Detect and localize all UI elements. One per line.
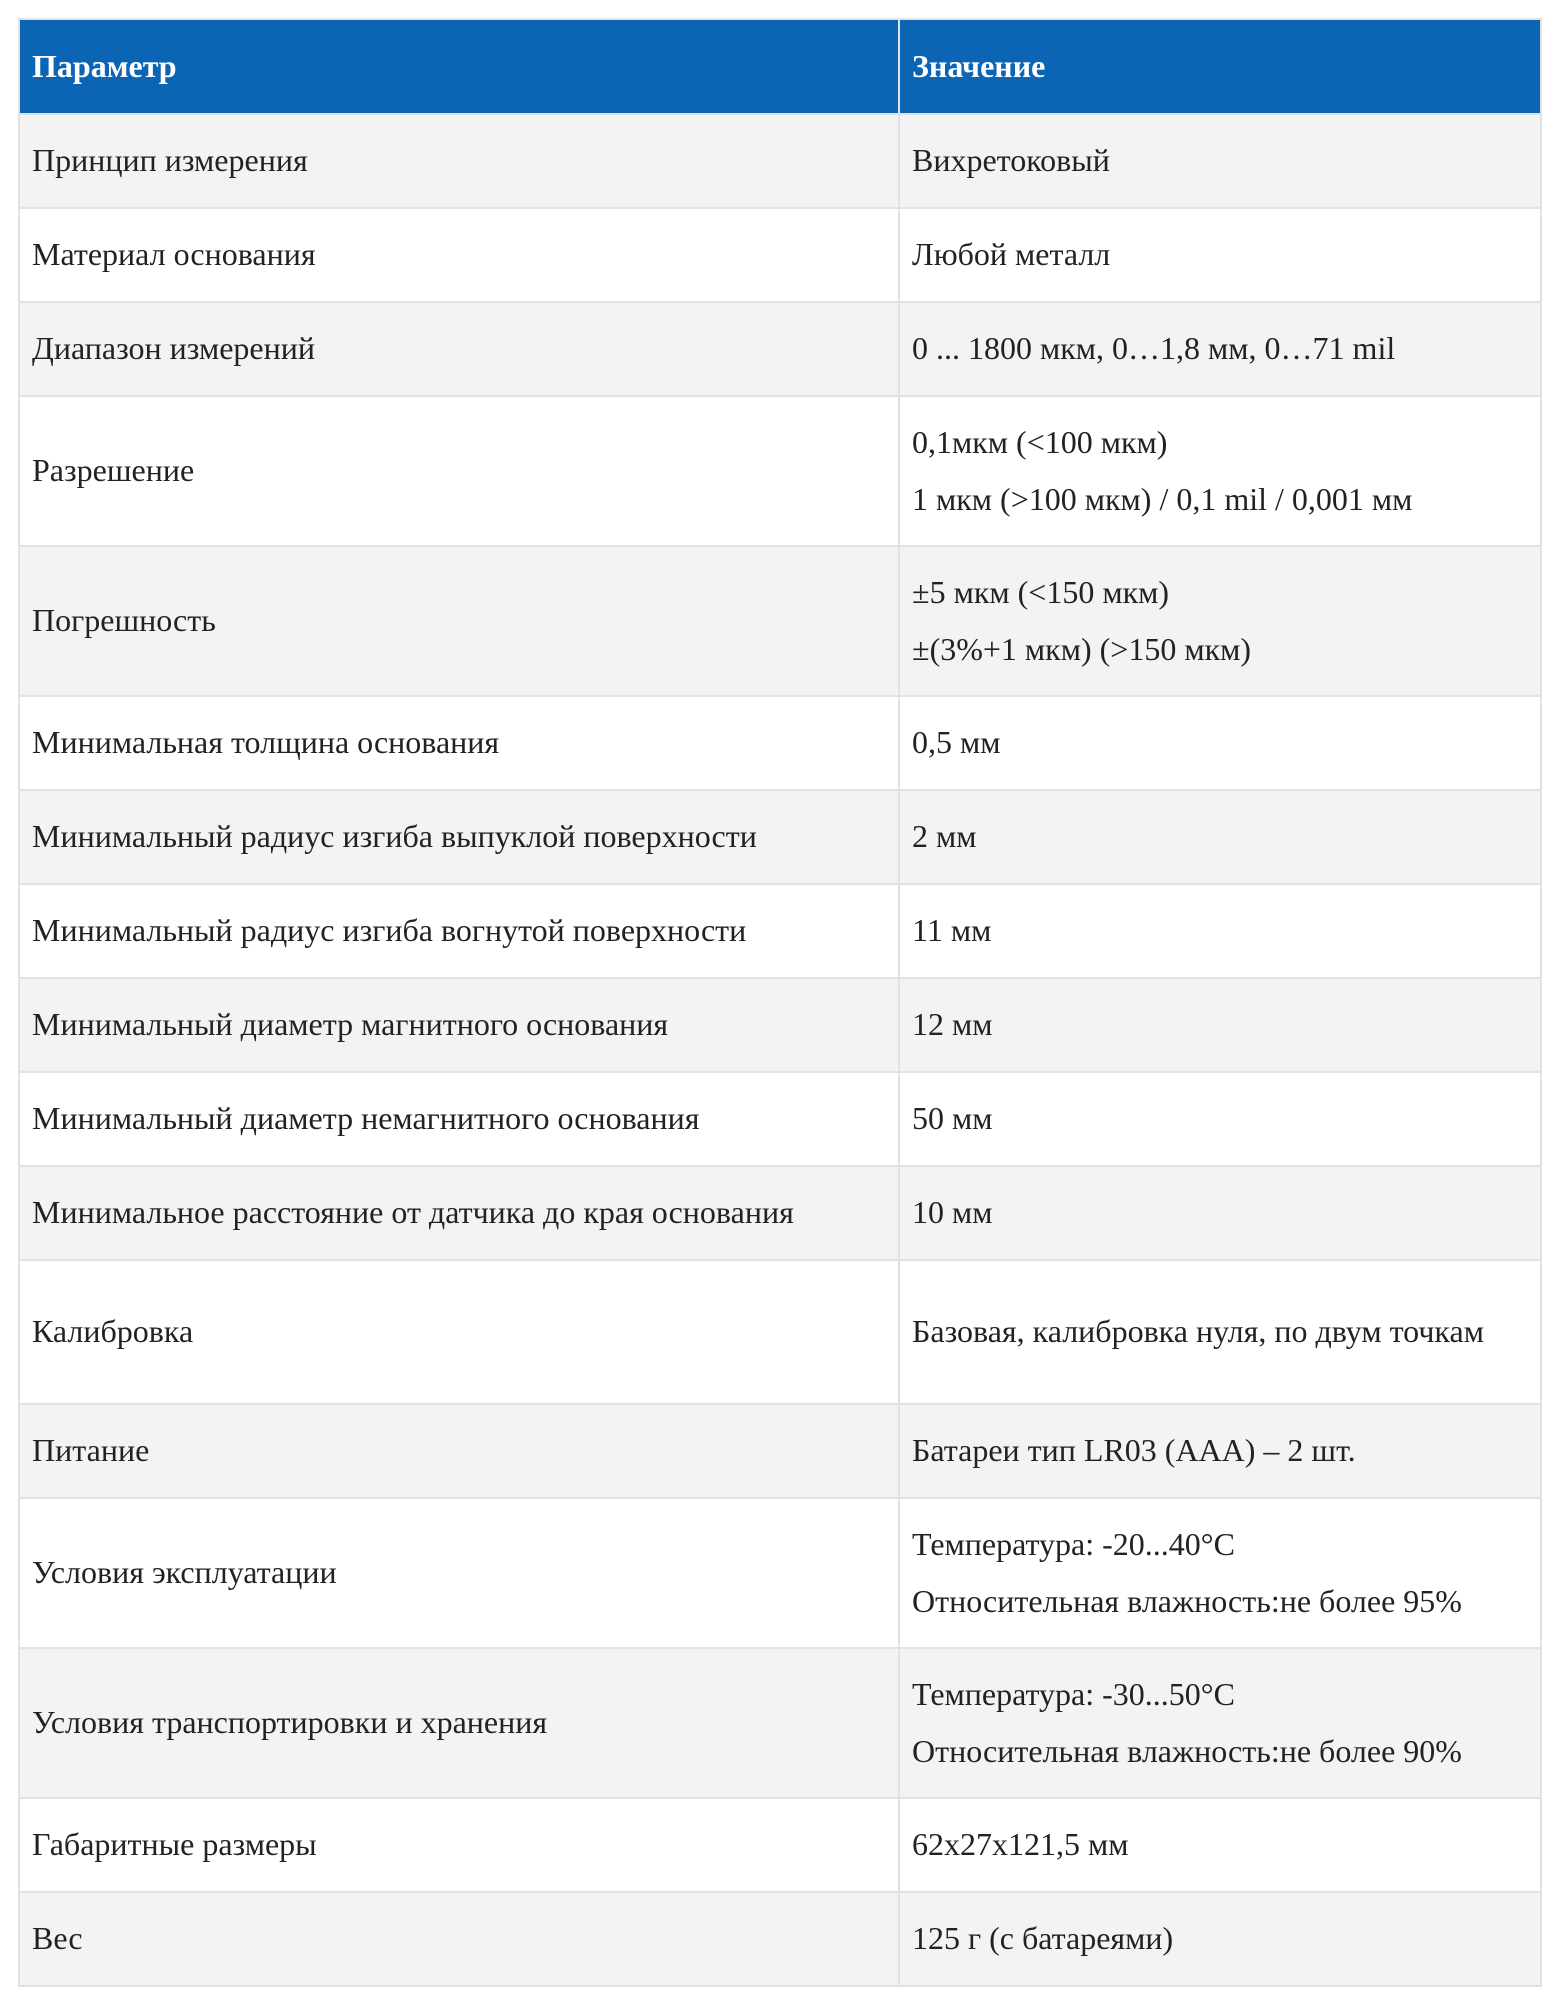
value-line: Вихретоковый [912,142,1110,179]
value-line: 12 мм [912,1006,993,1043]
table-row [19,1798,1541,1892]
param-cell: Минимальное расстояние от датчика до края основания [19,1166,899,1260]
value-line: 62х27х121,5 мм [912,1826,1129,1863]
table-row [19,396,1541,546]
param-cell: Условия эксплуатации [19,1498,899,1648]
param-cell: Разрешение [19,396,899,546]
value-line: 2 мм [912,818,977,855]
table-row [19,978,1541,1072]
param-cell: Габаритные размеры [19,1798,899,1892]
spec-table [18,18,1542,1987]
value-line: Температура: -30...50°С [912,1675,1235,1712]
value-cell [899,1498,1541,1648]
value-line: Базовая, калибровка нуля, по двум точкам [912,1313,1484,1350]
value-cell [899,1798,1541,1892]
value-line: ±5 мкм (<150 мкм) [912,573,1170,610]
table-row [19,1648,1541,1798]
table-row [19,114,1541,208]
table-row [19,546,1541,696]
value-line: ±(3%+1 мкм) (>150 мкм) [912,630,1252,667]
table-row [19,1072,1541,1166]
value-cell [899,114,1541,208]
value-line: 0,5 мм [912,724,1001,761]
table-row [19,1892,1541,1986]
value-line: Относительная влажность:не более 90% [912,1732,1462,1769]
table-row [19,1404,1541,1498]
value-line: 125 г (с батареями) [912,1920,1174,1957]
table-row [19,302,1541,396]
value-cell [899,1260,1541,1404]
param-cell: Вес [19,1892,899,1986]
value-line: 0,1мкм (<100 мкм) [912,423,1168,460]
value-cell [899,1404,1541,1498]
value-line: Любой металл [912,236,1111,273]
table-row [19,1166,1541,1260]
param-cell: Минимальный диаметр магнитного основания [19,978,899,1072]
value-column-header: Значение [899,19,1541,114]
param-cell: Диапазон измерений [19,302,899,396]
value-cell [899,208,1541,302]
table-row [19,1498,1541,1648]
value-line: 11 мм [912,912,992,949]
param-cell: Условия транспортировки и хранения [19,1648,899,1798]
value-line: 0 ... 1800 мкм, 0…1,8 мм, 0…71 mil [912,330,1396,367]
value-cell [899,546,1541,696]
value-line: 1 мкм (>100 мкм) / 0,1 mil / 0,001 мм [912,480,1413,517]
param-cell: Минимальный диаметр немагнитного основания [19,1072,899,1166]
value-cell [899,1648,1541,1798]
table-row [19,1260,1541,1404]
value-line: 10 мм [912,1194,993,1231]
param-cell: Минимальный радиус изгиба выпуклой поверхности [19,790,899,884]
value-line: 50 мм [912,1100,993,1137]
param-cell: Калибровка [19,1260,899,1404]
table-row [19,884,1541,978]
table-header-row [19,19,1541,114]
value-line: Батареи тип LR03 (AAA) – 2 шт. [912,1432,1356,1469]
param-cell: Материал основания [19,208,899,302]
param-cell: Питание [19,1404,899,1498]
value-cell [899,790,1541,884]
value-line: Относительная влажность:не более 95% [912,1582,1462,1619]
value-cell [899,978,1541,1072]
param-cell: Минимальная толщина основания [19,696,899,790]
value-cell [899,1072,1541,1166]
value-cell [899,302,1541,396]
value-cell [899,696,1541,790]
param-cell: Погрешность [19,546,899,696]
table-row [19,790,1541,884]
value-cell [899,1892,1541,1986]
param-cell: Принцип измерения [19,114,899,208]
table-row [19,208,1541,302]
value-cell [899,396,1541,546]
value-line: Температура: -20...40°С [912,1525,1235,1562]
param-cell: Минимальный радиус изгиба вогнутой поверхности [19,884,899,978]
value-cell [899,884,1541,978]
param-column-header: Параметр [19,19,899,114]
value-cell [899,1166,1541,1260]
table-row [19,696,1541,790]
